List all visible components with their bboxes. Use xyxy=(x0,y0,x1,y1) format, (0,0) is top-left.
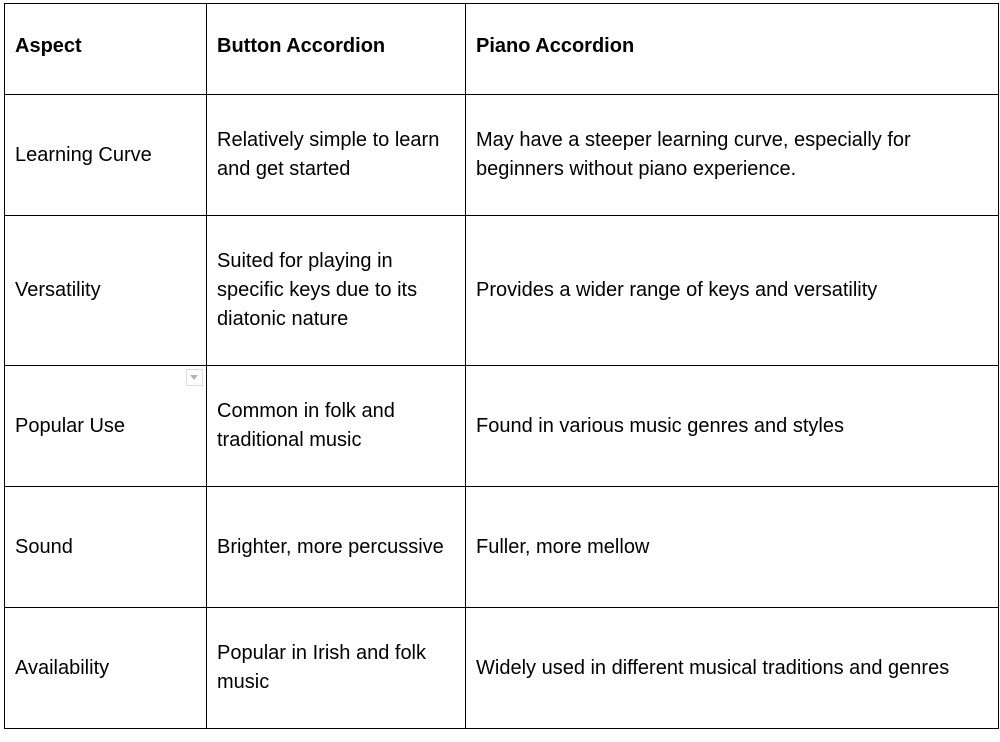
header-row xyxy=(5,4,999,95)
cell-text: Suited for playing in specific keys due to its diatonic nature xyxy=(217,250,418,330)
table-cell[interactable] xyxy=(207,366,466,487)
cell-text: Provides a wider range of keys and versatility xyxy=(476,279,878,301)
cell-text: Sound xyxy=(15,535,73,558)
cell-text: Brighter, more percussive xyxy=(217,535,444,558)
cell-text: Versatility xyxy=(15,279,101,301)
cell-text: Common in folk and traditional music xyxy=(217,400,395,451)
table-row xyxy=(5,608,999,729)
cell-text: May have a steeper learning curve, especially for beginners without piano experience. xyxy=(476,129,911,180)
table-row xyxy=(5,487,999,608)
table-row xyxy=(5,95,999,216)
table-cell[interactable] xyxy=(466,366,999,487)
header-label: Piano Accordion xyxy=(476,34,635,57)
header-label: Aspect xyxy=(15,34,82,57)
table-cell[interactable] xyxy=(207,487,466,608)
cell-text: Relatively simple to learn and get started xyxy=(217,129,440,180)
cell-text: Popular Use xyxy=(15,414,126,437)
table-cell[interactable] xyxy=(466,95,999,216)
header-cell-aspect[interactable] xyxy=(5,4,207,95)
cell-text: Widely used in different musical traditions and genres xyxy=(476,656,950,679)
cell-text: Fuller, more mellow xyxy=(476,535,650,558)
table-cell[interactable] xyxy=(207,608,466,729)
table-cell[interactable] xyxy=(466,608,999,729)
table-cell[interactable] xyxy=(5,487,207,608)
table-cell[interactable] xyxy=(466,487,999,608)
header-cell-button-accordion[interactable] xyxy=(207,4,466,95)
table-row xyxy=(5,216,999,366)
chevron-down-icon[interactable] xyxy=(186,369,203,386)
cell-text: Found in various music genres and styles xyxy=(476,414,844,437)
table-row xyxy=(5,366,999,487)
table-cell[interactable] xyxy=(207,216,466,366)
table-cell[interactable] xyxy=(5,216,207,366)
cell-text: Availability xyxy=(15,656,110,679)
table-cell[interactable] xyxy=(466,216,999,366)
cell-text: Learning Curve xyxy=(15,143,152,166)
table-cell[interactable] xyxy=(207,95,466,216)
header-cell-piano-accordion[interactable] xyxy=(466,4,999,95)
table-cell[interactable] xyxy=(5,366,207,487)
table-cell[interactable] xyxy=(5,608,207,729)
header-label: Button Accordion xyxy=(217,34,386,57)
comparison-table xyxy=(4,3,999,729)
cell-text: Popular in Irish and folk music xyxy=(217,642,427,693)
table-cell[interactable] xyxy=(5,95,207,216)
